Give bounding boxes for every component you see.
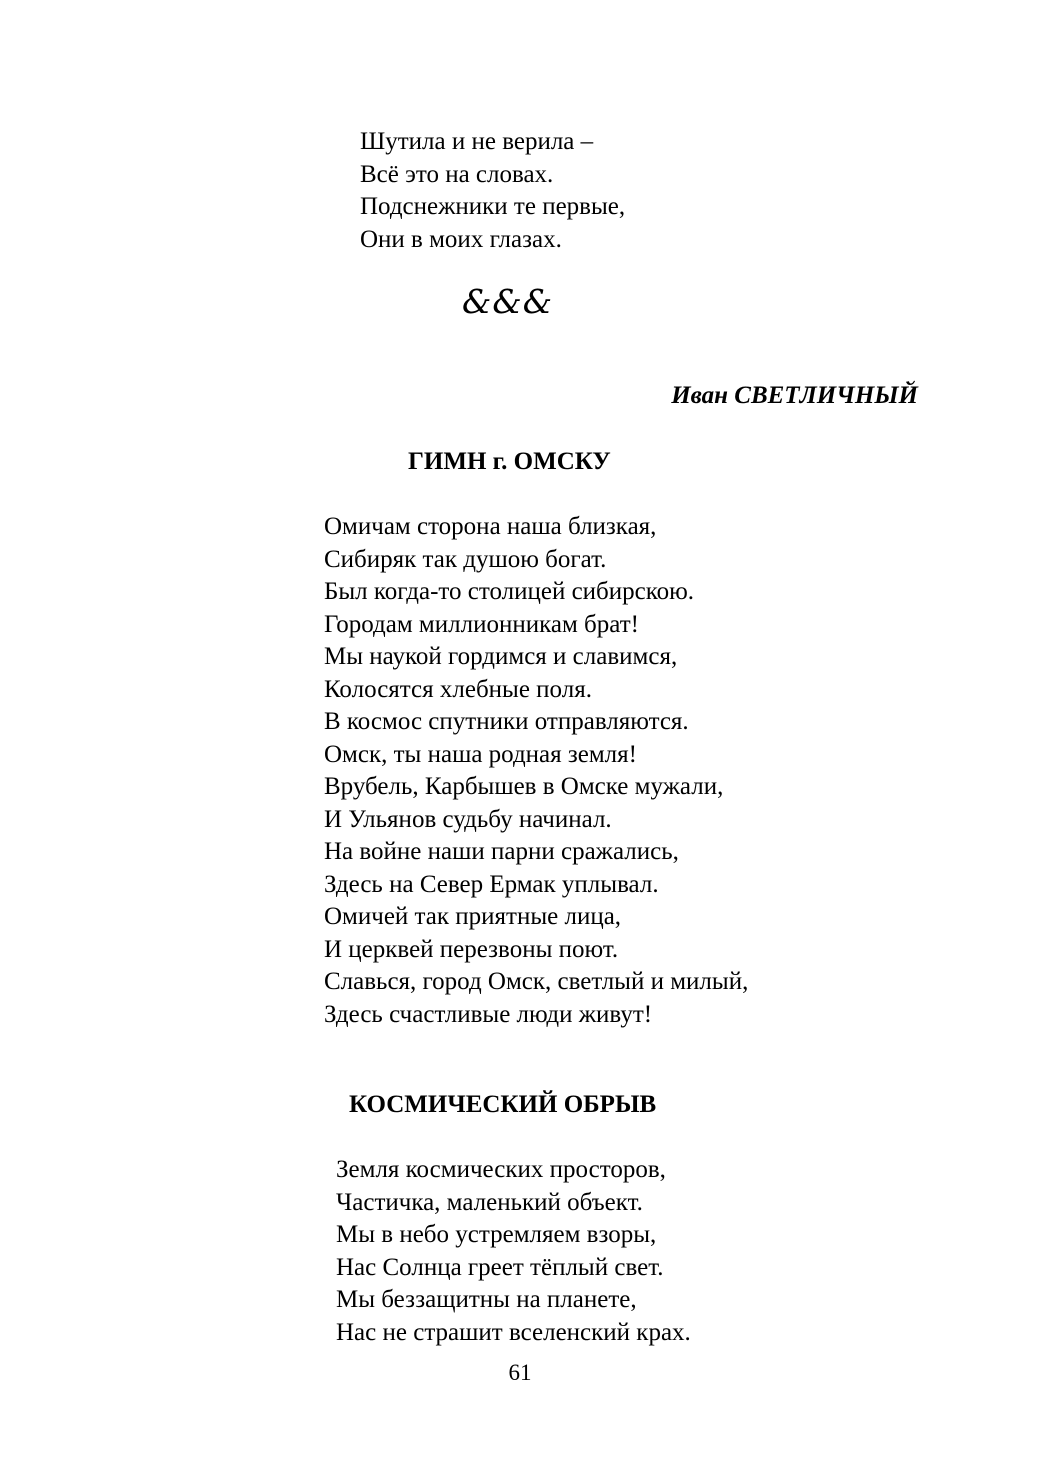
poem-title-hymn: ГИМН г. ОМСКУ xyxy=(408,448,611,475)
stanza-top xyxy=(360,126,625,256)
poem-line: Врубель, Карбышев в Омске мужали, xyxy=(324,773,724,800)
poem-line: Мы наукой гордимся и славимся, xyxy=(324,643,678,670)
page-number: 61 xyxy=(508,1360,532,1385)
poem-line: Омичам сторона наша близкая, xyxy=(324,513,657,540)
poem-line: Частичка, маленький объект. xyxy=(336,1188,643,1216)
author-name: Иван СВЕТЛИЧНЫЙ xyxy=(671,382,918,409)
poem-line: Земля космических просторов, xyxy=(336,1156,666,1183)
poem-line: Городам миллионникам брат! xyxy=(324,610,639,638)
poem-line: На войне наши парни сражались, xyxy=(324,838,679,865)
poem-line: В космос спутники отправляются. xyxy=(324,708,689,735)
poem-line: Всё это на словах. xyxy=(360,160,554,188)
poem-line: Омичей так приятные лица, xyxy=(324,903,622,930)
poem-line: Омск, ты наша родная земля! xyxy=(324,740,637,768)
poem-hymn xyxy=(324,511,748,1031)
poem-line: Подснежники те первые, xyxy=(360,193,626,220)
poem-line: Шутила и не верила – xyxy=(360,128,594,155)
poem-line: Мы беззащитны на планете, xyxy=(336,1286,637,1313)
poem-line: Сибиряк так душою богат. xyxy=(324,545,607,573)
poem-line: Был когда-то столицей сибирскою. xyxy=(324,578,695,605)
poem-line: Нас не страшит вселенский крах. xyxy=(336,1318,691,1346)
poem-line: Славься, город Омск, светлый и милый, xyxy=(324,968,749,995)
poem-title-space: КОСМИЧЕСКИЙ ОБРЫВ xyxy=(349,1091,657,1118)
poem-line: И церквей перезвоны поют. xyxy=(324,935,619,963)
poem-line: Здесь счастливые люди живут! xyxy=(324,1000,653,1028)
poem-line: И Ульянов судьбу начинал. xyxy=(324,805,612,833)
poem-line: Они в моих глазах. xyxy=(360,225,562,253)
section-divider-ornament: &&& xyxy=(462,282,554,321)
poem-line: Мы в небо устремляем взоры, xyxy=(336,1221,657,1248)
poem-line: Нас Солнца греет тёплый свет. xyxy=(336,1253,664,1281)
poem-line: Колосятся хлебные поля. xyxy=(324,675,592,703)
poem-space xyxy=(336,1154,691,1349)
poem-line: Здесь на Север Ермак уплывал. xyxy=(324,870,659,898)
